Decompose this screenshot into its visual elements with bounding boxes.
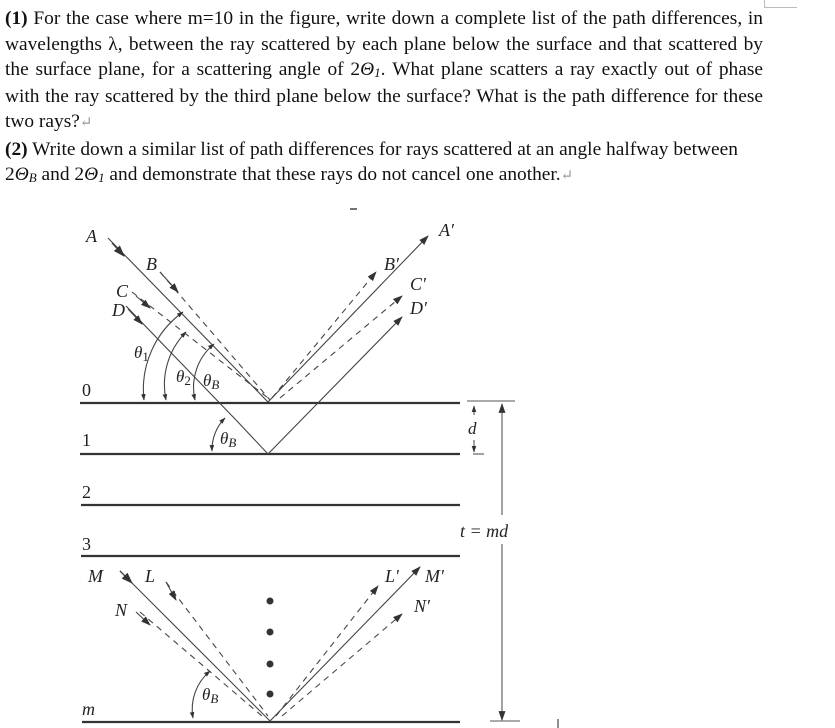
angle-label-thetaB-bottom: θB (202, 685, 219, 706)
ray-label-C-prime: C′ (410, 274, 426, 294)
crystal-planes (80, 403, 460, 722)
part-1-text-a: For the case where m=10 in the figure, write down a complete list of the path differences, in wavelengths λ, between the ray scattered by each plane below the surface and that scattered by the surface plane, for a scattering angle of 2 (5, 8, 763, 80)
thickness-dimension (490, 404, 520, 721)
scattered-rays-top (268, 236, 428, 454)
theta-subscript: B (28, 170, 37, 185)
ray-label-N-prime: N′ (414, 596, 430, 616)
scattered-rays-bottom (270, 567, 420, 721)
theta-symbol: Θ (14, 164, 29, 185)
ray-label-M: M (88, 566, 103, 586)
question-text (5, 6, 763, 190)
plane-label-0: 0 (82, 380, 91, 400)
plane-label-m: m (82, 699, 95, 719)
plane-label-2: 2 (82, 482, 91, 502)
ray-label-D: D (112, 300, 125, 320)
ray-label-B-prime: B′ (384, 254, 399, 274)
theta-symbol: Θ (360, 59, 375, 80)
part-1-text-b: . What plane scatters a ray exactly out of phase with the ray scattered by the third plane below the surface? What is the path difference for these two rays? (5, 59, 763, 132)
theta-subscript: 1 (374, 65, 381, 80)
bragg-diffraction-figure (0, 200, 835, 728)
thickness-label: t = md (460, 521, 509, 541)
ray-label-M-prime: M′ (425, 566, 444, 586)
incident-rays-top (108, 238, 270, 454)
part-1-number: (1) (5, 8, 28, 29)
part-2-text-mid: and 2 (36, 164, 85, 185)
ray-label-C: C (116, 281, 129, 301)
plane-label-3: 3 (82, 534, 91, 554)
angle-label-theta1: θ1 (134, 343, 149, 364)
question-part-2 (5, 137, 763, 190)
incident-rays-bottom (120, 571, 270, 721)
part-2-number: (2) (5, 138, 28, 160)
plane-label-1: 1 (82, 430, 91, 450)
theta-symbol: Θ (84, 164, 99, 185)
ray-label-L-prime: L′ (385, 566, 399, 586)
part-2-text-b: and demonstrate that these rays do not cancel one another. (104, 164, 561, 185)
ray-label-A: A (86, 226, 97, 246)
page-corner-mark (764, 0, 797, 8)
ray-label-L: L (145, 566, 156, 586)
ray-label-A-prime: A′ (439, 220, 454, 240)
ellipsis-dots (267, 598, 274, 698)
return-mark-icon: ↵ (79, 115, 93, 131)
angle-label-thetaB-top: θB (203, 371, 220, 392)
part-2-text-a: Write down a similar list of path differences for rays scattered at an angle halfway between 2 (5, 138, 738, 185)
question-part-1 (5, 6, 763, 137)
spacing-label-d: d (468, 419, 477, 438)
return-mark-icon: ↵ (560, 168, 574, 184)
angle-label-theta2: θ2 (176, 367, 191, 388)
theta-subscript: 1 (98, 170, 105, 185)
angle-label-thetaB-plane1: θB (220, 429, 237, 450)
ray-label-N: N (115, 600, 128, 620)
ray-label-B: B (146, 254, 157, 274)
ray-label-D-prime: D′ (410, 298, 427, 318)
